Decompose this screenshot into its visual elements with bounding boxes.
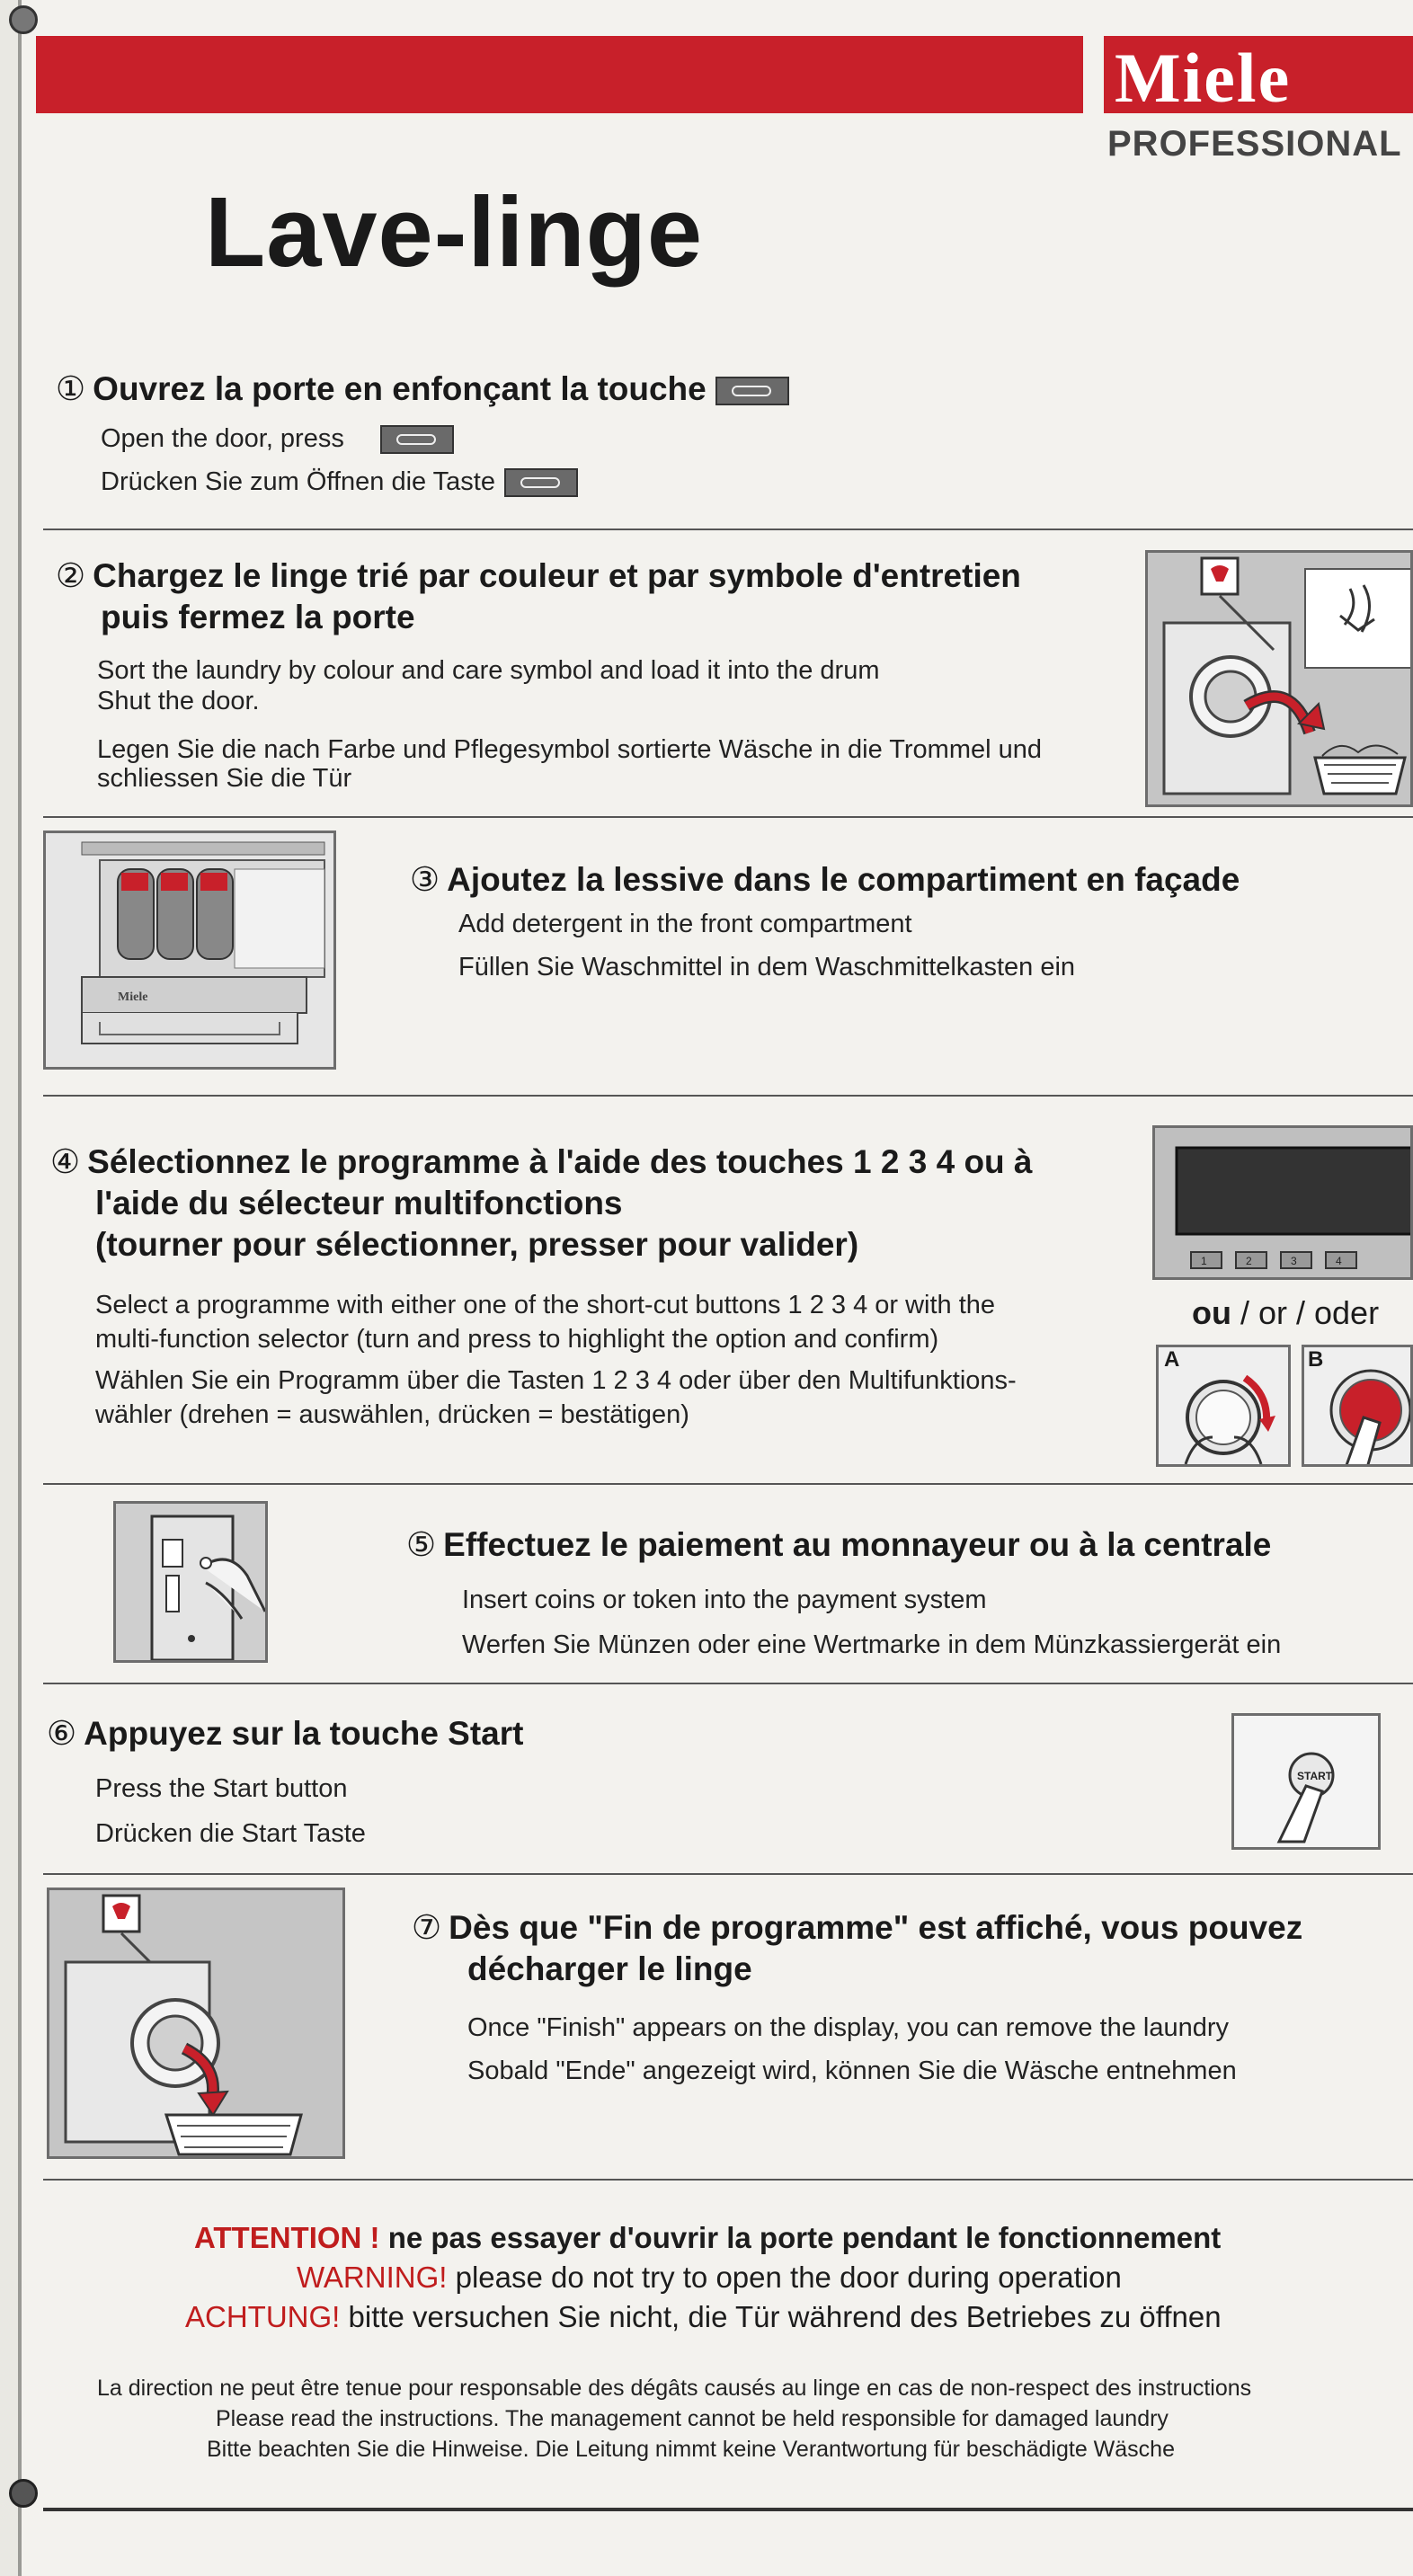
payment-illustration [113, 1501, 268, 1663]
display-panel-icon [1155, 1128, 1413, 1280]
divider [43, 1873, 1413, 1875]
step-7-title: ⑦ Dès que "Fin de programme" est affiché, vous pouvez décharger le linge [412, 1909, 1303, 1987]
footer-de: Bitte beachten Sie die Hinweise. Die Leitung nimmt keine Verantwortung für beschädigte Wäsche [207, 2437, 1175, 2462]
step-4-title: ④ Sélectionnez le programme à l'aide des touches 1 2 3 4 ou à l'aide du sélecteur multifonctions (tourner pour sélectionner, presser pour valider) [50, 1143, 1033, 1263]
step-3-en: Add detergent in the front compartment [458, 910, 912, 938]
step-4-de-2: wähler (drehen = auswählen, drücken = bestätigen) [95, 1400, 689, 1429]
step-4-en-1: Select a programme with either one of the short-cut buttons 1 2 3 4 or with the [95, 1291, 996, 1319]
footer-en: Please read the instructions. The management cannot be held responsible for damaged laundry [216, 2406, 1169, 2431]
footer-fr: La direction ne peut être tenue pour responsable des dégâts causés au linge en cas de non-respect des instructions [97, 2376, 1252, 2401]
door-key-icon [504, 468, 578, 497]
start-button-icon [1234, 1716, 1381, 1850]
step-5-de: Werfen Sie Münzen oder eine Wertmarke in dem Münzkassiergerät ein [462, 1630, 1282, 1659]
washer-unload-icon [49, 1890, 345, 2159]
step-6-title: ⑥ Appuyez sur la touche Start [47, 1715, 524, 1752]
option-b-label: B [1308, 1347, 1324, 1372]
page-title: Lave-linge [205, 177, 704, 288]
divider [43, 1683, 1413, 1684]
divider [43, 816, 1413, 818]
washer-load-icon [1148, 553, 1413, 807]
short-cut-key-4: 4 [1336, 1255, 1342, 1267]
header-red-bar [36, 36, 1083, 113]
screw-icon [9, 5, 38, 34]
warning-de: ACHTUNG! bitte versuchen Sie nicht, die Tür während des Betriebes zu öffnen [185, 2300, 1222, 2333]
short-cut-key-2: 2 [1246, 1255, 1252, 1267]
step-2-de-2: schliessen Sie die Tür [97, 764, 352, 793]
control-panel-illustration [1152, 1125, 1413, 1280]
logo-text: Miele [1115, 39, 1292, 113]
step-1-en: Open the door, press [101, 421, 454, 457]
divider [43, 1095, 1413, 1097]
door-key-icon [380, 425, 454, 454]
detergent-drawer-icon [46, 833, 336, 1070]
step-1-title: ① Ouvrez la porte en enfonçant la touche [56, 369, 789, 410]
divider [43, 1483, 1413, 1485]
detergent-drawer-illustration [43, 831, 336, 1070]
logo-subtitle: PROFESSIONAL [1107, 124, 1402, 164]
step-5-en: Insert coins or token into the payment system [462, 1586, 987, 1614]
step-3-de: Füllen Sie Waschmittel in dem Waschmittelkasten ein [458, 953, 1076, 982]
step-2-title: ② Chargez le linge trié par couleur et par symbole d'entretien puis fermez la porte [56, 557, 1021, 635]
step-2-de-1: Legen Sie die nach Farbe und Pflegesymbol sortierte Wäsche in die Trommel und [97, 735, 1043, 764]
or-label: ou / or / oder [1192, 1294, 1380, 1331]
svg-text:Miele: Miele [118, 990, 148, 1004]
divider [43, 2179, 1413, 2181]
short-cut-key-1: 1 [1201, 1255, 1207, 1267]
selector-press-illustration [1302, 1345, 1413, 1467]
selector-turn-illustration [1156, 1345, 1291, 1467]
bottom-border [43, 2508, 1413, 2511]
short-cut-key-3: 3 [1291, 1255, 1297, 1267]
start-button-label: START [1297, 1770, 1333, 1782]
step-6-de: Drücken die Start Taste [95, 1819, 366, 1848]
step-7-de: Sobald "Ende" angezeigt wird, können Sie die Wäsche entnehmen [467, 2056, 1237, 2085]
step-1-de: Drücken Sie zum Öffnen die Taste [101, 464, 578, 500]
coin-payment-icon [116, 1504, 268, 1663]
option-a-label: A [1164, 1347, 1180, 1372]
step-4-de-1: Wählen Sie ein Programm über die Tasten 1 2 3 4 oder über den Multifunktions- [95, 1366, 1017, 1395]
step-6-en: Press the Start button [95, 1774, 348, 1803]
miele-logo [1104, 36, 1413, 113]
warning-fr: ATTENTION ! ne pas essayer d'ouvrir la porte pendant le fonctionnement [194, 2221, 1222, 2254]
step-5-title: ⑤ Effectuez le paiement au monnayeur ou à la centrale [406, 1526, 1272, 1563]
warning-en: WARNING! please do not try to open the door during operation [297, 2261, 1122, 2294]
step-2-en-2: Shut the door. [97, 687, 260, 715]
start-button-illustration [1231, 1713, 1381, 1850]
divider [43, 529, 1413, 530]
load-drum-illustration [1145, 550, 1413, 807]
step-2-en-1: Sort the laundry by colour and care symbol and load it into the drum [97, 656, 880, 685]
unload-illustration [47, 1888, 345, 2159]
step-3-title: ③ Ajoutez la lessive dans le compartiment en façade [410, 861, 1240, 898]
screw-icon [9, 2479, 38, 2508]
step-7-en: Once "Finish" appears on the display, you can remove the laundry [467, 2013, 1230, 2042]
door-key-icon [715, 377, 789, 405]
step-4-en-2: multi-function selector (turn and press to highlight the option and confirm) [95, 1325, 939, 1354]
